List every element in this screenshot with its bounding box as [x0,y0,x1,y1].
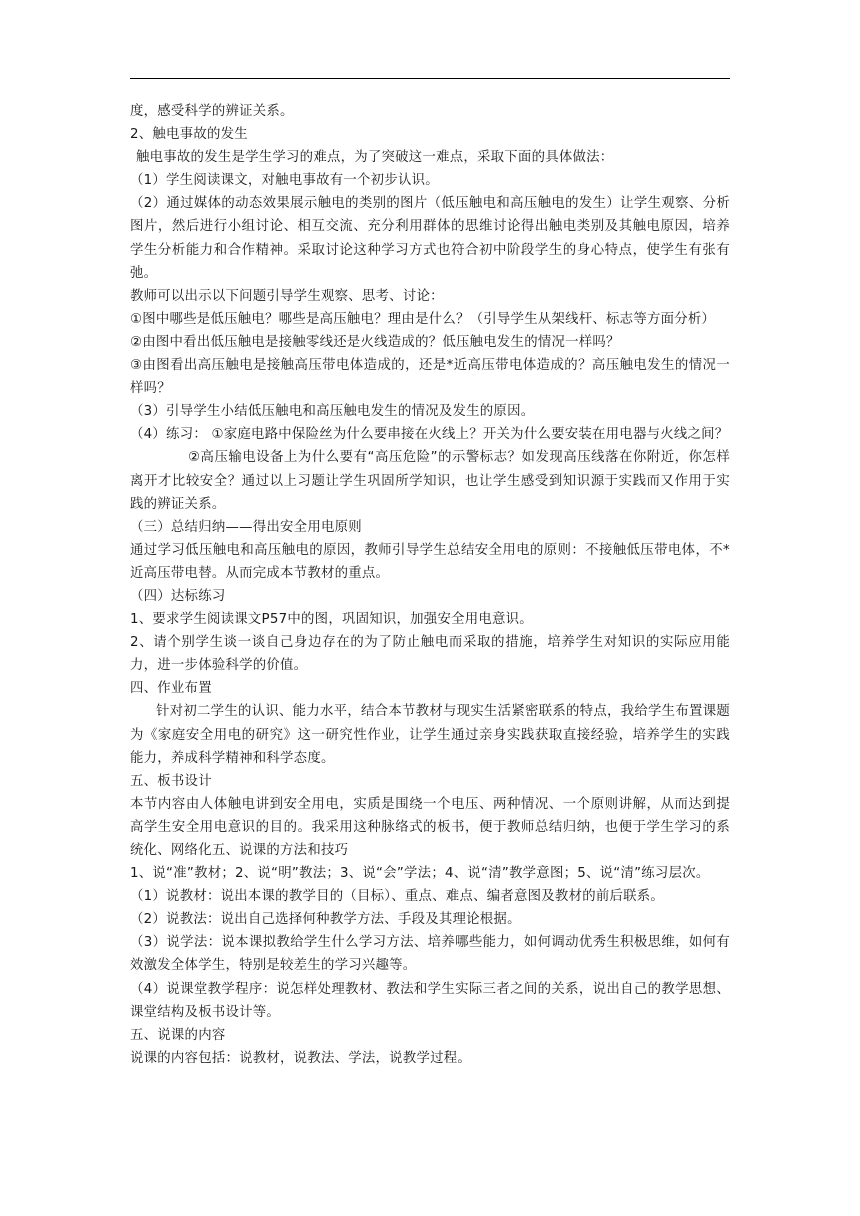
paragraph: 1、说“准”教材；2、说“明”教法；3、说“会”学法；4、说“清”教学意图；5、说“清”练习层次。 [130,866,710,882]
paragraph: 触电事故的发生是学生学习的难点，为了突破这一难点，采取下面的具体做法： [136,150,614,166]
document-body [130,100,730,1070]
paragraph: 1、要求学生阅读课文P57中的图，巩固知识，加强安全用电意识。 [130,612,533,628]
paragraph: 教师可以出示以下问题引导学生观察、思考、讨论： [130,288,444,304]
paragraph: （1）说教材：说出本课的教学目的（目标）、重点、难点、编者意图及教材的前后联系。 [130,889,665,905]
section-heading: （三）总结归纳——得出安全用电原则 [130,519,362,535]
paragraph: （2）通过媒体的动态效果展示触电的类别的图片（低压触电和高压触电的发生）让学生观察、分析图片，然后进行小组讨论、相互交流、充分利用群体的思维讨论得出触电类别及其触电原因，培养学生分析能力和合作精神。采取讨论这种学习方式也符合初中阶段学生的身心特点，使学生有张有弛。 [130,196,730,281]
paragraph: ③由图看出高压触电是接触高压带电体造成的，还是*近高压带电体造成的？高压触电发生的情况一样吗？ [130,358,730,397]
paragraph: ①图中哪些是低压触电？哪些是高压触电？理由是什么？（引导学生从架线杆、标志等方面分析） [130,311,716,327]
paragraph: 度，感受科学的辨证关系。 [130,104,294,119]
paragraph: （3）引导学生小结低压触电和高压触电发生的情况及发生的原因。 [130,404,535,420]
paragraph: ②高压输电设备上为什么要有“高压危险”的示警标志？如发现高压线落在你附近，你怎样离开才比较安全？通过以上习题让学生巩固所学知识，也让学生感受到知识源于实践而又作用于实践的辨证关系。 [130,450,730,512]
paragraph: ②由图中看出低压触电是接触零线还是火线造成的？低压触电发生的情况一样吗？ [130,334,620,350]
section-heading: （四）达标练习 [130,588,226,604]
section-heading: 四、作业布置 [130,681,212,697]
paragraph: 针对初二学生的认识、能力水平，结合本节教材与现实生活紧密联系的特点，我给学生布置课题为《家庭安全用电的研究》这一研究性作业，让学生通过亲身实践获取直接经验，培养学生的实践能力，养成科学精神和科学态度。 [130,704,730,766]
paragraph: （2）说教法：说出自己选择何种教学方法、手段及其理论根据。 [130,912,521,928]
paragraph: 说课的内容包括：说教材，说教法、学法，说教学过程。 [130,1050,472,1066]
paragraph: 本节内容由人体触电讲到安全用电，实质是围绕一个电压、两种情况、一个原则讲解，从而达到提高学生安全用电意识的目的。我采用这种脉络式的板书，便于教师总结归纳，也便于学生学习的系统化、网络化五、说课的方法和技巧 [130,796,730,858]
paragraph: 通过学习低压触电和高压触电的原因，教师引导学生总结安全用电的原则：不接触低压带电体，不*近高压带电替。从而完成本节教材的重点。 [130,542,730,581]
paragraph: 2、请个别学生谈一谈自己身边存在的为了防止触电而采取的措施，培养学生对知识的实际应用能力，进一步体验科学的价值。 [130,635,730,674]
header-rule [130,78,730,79]
paragraph: （3）说学法：说本课拟教给学生什么学习方法、培养哪些能力，如何调动优秀生积极思维，如何有效激发全体学生，特别是较差生的学习兴趣等。 [130,935,730,974]
paragraph: （1）学生阅读课文，对触电事故有一个初步认识。 [130,173,439,189]
paragraph: （4）练习： ①家庭电路中保险丝为什么要串接在火线上？开关为什么要安装在用电器与火线之间？ [130,427,729,443]
paragraph: （4）说课堂教学程序：说怎样处理教材、教法和学生实际三者之间的关系，说出自己的教学思想、课堂结构及板书设计等。 [130,981,730,1020]
section-heading: 五、说课的内容 [130,1027,226,1043]
section-heading: 2、触电事故的发生 [130,127,248,143]
section-heading: 五、板书设计 [130,773,212,789]
